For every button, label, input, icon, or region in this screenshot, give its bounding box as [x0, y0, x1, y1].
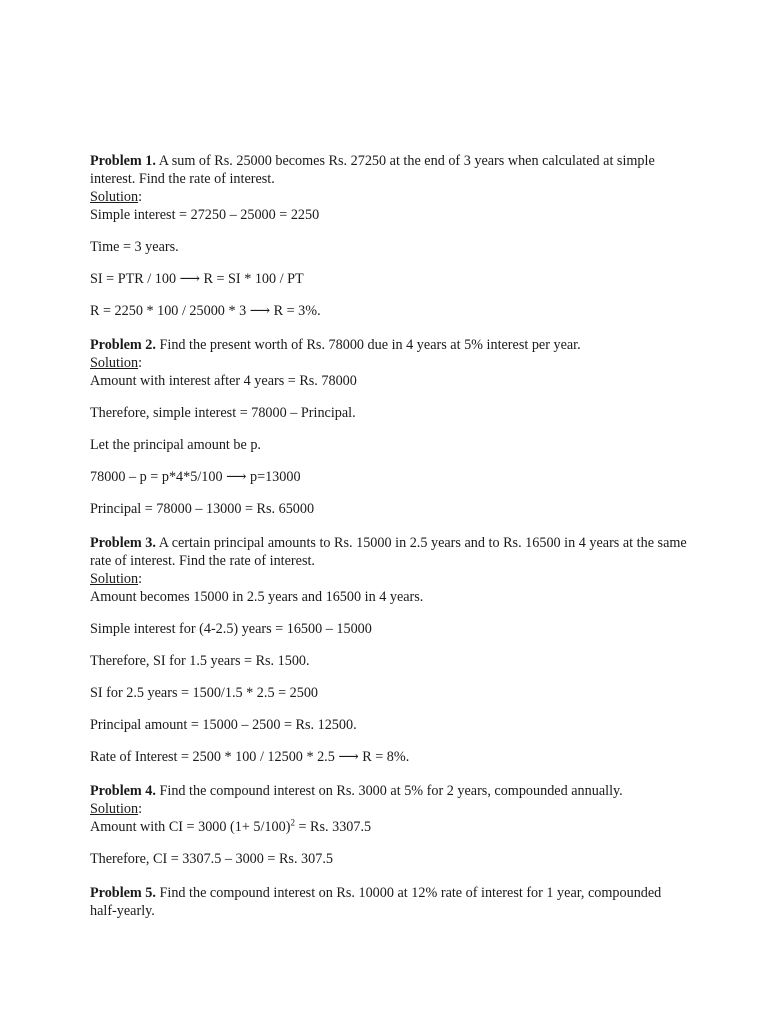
- solution-step: Amount becomes 15000 in 2.5 years and 16500 in 4 years.: [90, 589, 424, 605]
- solution-step: Therefore, SI for 1.5 years = Rs. 1500.: [90, 653, 310, 669]
- problem-label: Problem 2.: [90, 337, 156, 353]
- solution-step: Let the principal amount be p.: [90, 437, 261, 453]
- problem-2: Problem 2. Find the present worth of Rs. 78000 due in 4 years at 5% interest per year. Solution: Amount with interest after 4 years = Rs. 78000 Therefore, simple interest = 78000 – Principal. Let the principal amount be p. 78000 – p = p*4*5/100 ⟶ p=13000 Principal = 78000 – 13000 = Rs. 65000: [90, 336, 690, 518]
- document-content: [90, 152, 690, 920]
- problem-text: Find the present worth of Rs. 78000 due in 4 years at 5% interest per year.: [159, 337, 581, 353]
- problem-1-question: [90, 152, 690, 188]
- problem-3-question: [90, 534, 690, 570]
- problem-text: Find the compound interest on Rs. 3000 at 5% for 2 years, compounded annually.: [159, 783, 623, 799]
- problem-label: Problem 4.: [90, 783, 156, 799]
- problem-text: A sum of Rs. 25000 becomes Rs. 27250 at the end of 3 years when calculated at simple interest. Find the rate of interest.: [90, 153, 655, 187]
- problem-text: Find the compound interest on Rs. 10000 at 12% rate of interest for 1 year, compounded half-yearly.: [90, 885, 662, 919]
- problem-label: Problem 1.: [90, 153, 156, 169]
- problem-4: Problem 4. Find the compound interest on Rs. 3000 at 5% for 2 years, compounded annually. Solution: Amount with CI = 3000 $(1+ 5/100)^2 = Rs$. 3307.5 Therefore, CI = 3307.5 – 3000 = Rs. 307.5: [90, 782, 690, 868]
- problem-label: Problem 3.: [90, 535, 156, 551]
- solution-label: Solution: [90, 571, 139, 587]
- solution-step: Amount with interest after 4 years = Rs. 78000: [90, 373, 357, 389]
- solution-step: Principal = 78000 – 13000 = Rs. 65000: [90, 501, 315, 517]
- problem-5-question: [90, 884, 690, 920]
- problem-label: Problem 5.: [90, 885, 156, 901]
- problem-text: A certain principal amounts to Rs. 15000 in 2.5 years and to Rs. 16500 in 4 years at the same rate of interest. Find the rate of interest.: [90, 535, 687, 569]
- solution-step: Amount with CI = 3000 $(1+ 5/100)^2 = Rs$. 3307.5: [90, 817, 372, 835]
- solution-step: R = 2250 * 100 / 25000 * 3 ⟶ R = 3%.: [90, 303, 321, 319]
- solution-step: SI for 2.5 years = 1500/1.5 * 2.5 = 2500: [90, 685, 319, 701]
- problem-2-question: [90, 336, 690, 354]
- problem-1: Problem 1. A sum of Rs. 25000 becomes Rs. 27250 at the end of 3 years when calculated at simple interest. Find the rate of interest. Solution: Simple interest = 27250 – 25000 = 2250 Time = 3 years. SI = PTR / 100 ⟶ R = SI * 100 / PT R = 2250 * 100 / 25000 * 3 ⟶ R = 3%.: [90, 152, 690, 320]
- solution-step: SI = PTR / 100 ⟶ R = SI * 100 / PT: [90, 271, 304, 287]
- solution-label: Solution: [90, 189, 139, 205]
- solution-step: 78000 – p = p*4*5/100 ⟶ p=13000: [90, 469, 301, 485]
- solution-step: Simple interest for (4-2.5) years = 16500 – 15000: [90, 621, 372, 637]
- solution-step: Principal amount = 15000 – 2500 = Rs. 12500.: [90, 717, 357, 733]
- solution-step: Simple interest = 27250 – 25000 = 2250: [90, 207, 320, 223]
- problem-3: Problem 3. A certain principal amounts to Rs. 15000 in 2.5 years and to Rs. 16500 in 4 years at the same rate of interest. Find the rate of interest. Solution: Amount becomes 15000 in 2.5 years and 16500 in 4 years. Simple interest for (4-2.5) years = 16500 – 15000 Therefore, SI for 1.5 years = Rs. 1500. SI for 2.5 years = 1500/1.5 * 2.5 = 2500 Principal amount = 15000 – 2500 = Rs. 12500. Rate of Interest = 2500 * 100 / 12500 * 2.5 ⟶ R = 8%.: [90, 534, 690, 766]
- solution-step: Therefore, CI = 3307.5 – 3000 = Rs. 307.5: [90, 851, 333, 867]
- problem-5: [90, 884, 690, 920]
- solution-step: Rate of Interest = 2500 * 100 / 12500 * 2.5 ⟶ R = 8%.: [90, 749, 410, 765]
- solution-step: Therefore, simple interest = 78000 – Principal.: [90, 405, 356, 421]
- solution-label: Solution: [90, 355, 139, 371]
- problem-4-question: [90, 782, 690, 800]
- exponent: 2: [290, 817, 295, 828]
- solution-label: Solution: [90, 801, 139, 817]
- solution-step: Time = 3 years.: [90, 239, 179, 255]
